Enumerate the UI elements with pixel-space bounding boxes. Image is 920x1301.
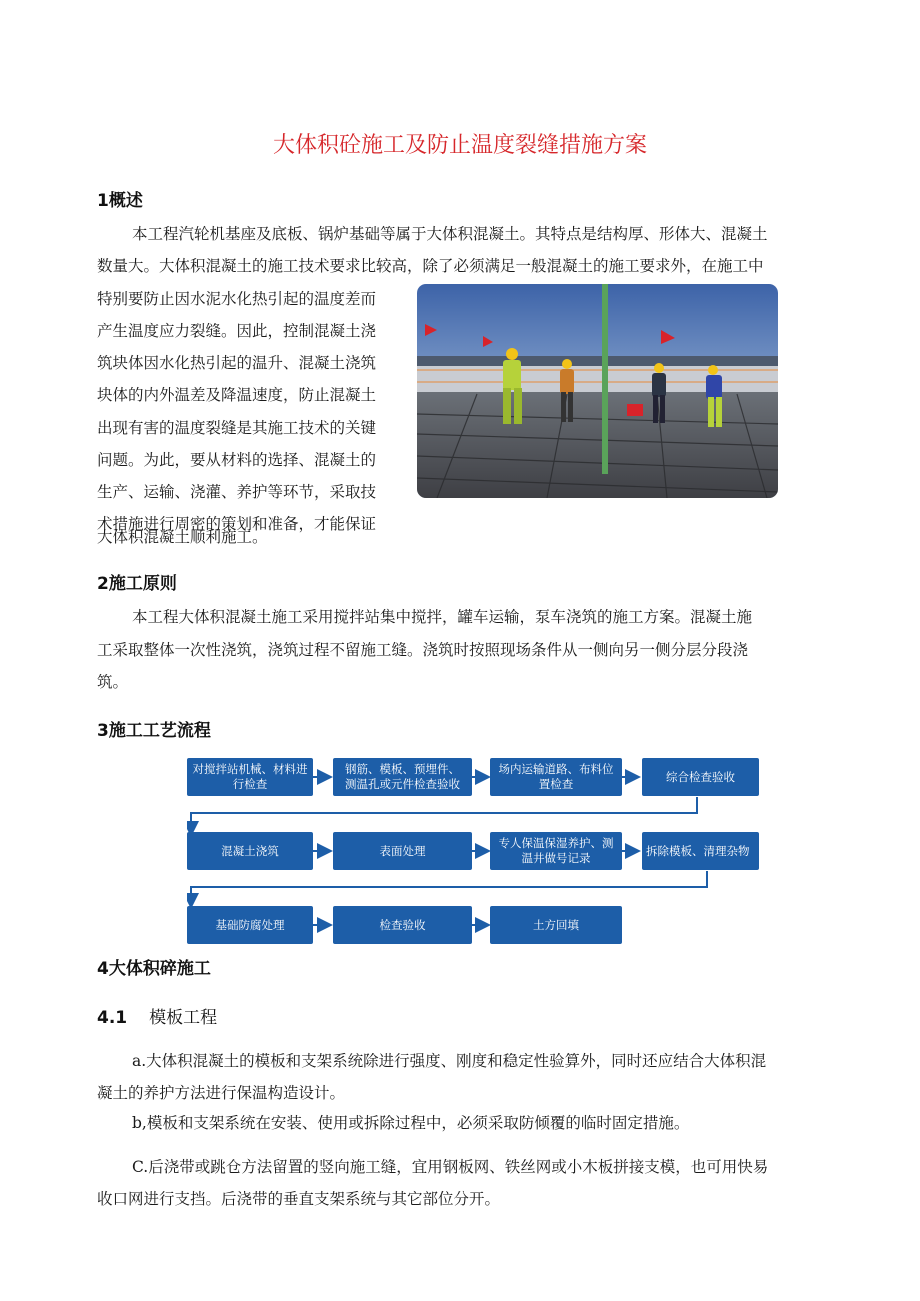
para-line: 问题。为此，要从材料的选择、混凝土的	[97, 451, 377, 469]
subsection-title: 模板工程	[149, 1008, 218, 1028]
para-line: 产生温度应力裂缝。因此，控制混凝土浇	[97, 322, 377, 340]
item-line: 收口网进行支挡。后浇带的垂直支架系统与其它部位分开。	[97, 1190, 501, 1208]
para-line: 生产、运输、浇灌、养护等环节，采取技	[97, 483, 377, 501]
para-line: 大体积混凝土顺利施工。	[97, 528, 268, 546]
section-heading-3: 3施工工艺流程	[97, 721, 211, 741]
flow-step: 钢筋、模板、预埋件、 测温孔或元件检查验收	[333, 758, 472, 796]
flow-step: 基础防腐处理	[187, 906, 313, 944]
process-flowchart	[187, 755, 759, 945]
construction-photo	[417, 284, 778, 498]
para-line: 数量大。大体积混凝土的施工技术要求比较高，除了必须满足一般混凝土的施工要求外，在施工中	[97, 257, 764, 275]
section-heading-1: 1概述	[97, 191, 143, 211]
section-heading-2: 2施工原则	[97, 574, 177, 594]
para-line: 块体的内外温差及降温速度，防止混凝土	[97, 386, 377, 404]
para-line: 术措施进行周密的策划和准备，才能保证	[97, 515, 377, 533]
item-line: 凝土的养护方法进行保温构造设计。	[97, 1084, 346, 1102]
para-line: 出现有害的温度裂缝是其施工技术的关键	[97, 419, 377, 437]
flow-step: 专人保温保湿养护、测 温井做号记录	[490, 832, 622, 870]
para-line: 筑。	[97, 673, 129, 691]
flow-step: 场内运输道路、布料位 置检查	[490, 758, 622, 796]
document-title: 大体积砼施工及防止温度裂缝措施方案	[272, 133, 647, 158]
flow-step: 混凝土浇筑	[187, 832, 313, 870]
para-line: 本工程大体积混凝土施工采用搅拌站集中搅拌，罐车运输，泵车浇筑的施工方案。混凝土施	[132, 608, 753, 626]
para-line: 本工程汽轮机基座及底板、锅炉基础等属于大体积混凝土。其特点是结构厚、形体大、混凝土	[132, 225, 768, 243]
flow-step: 表面处理	[333, 832, 472, 870]
para-line: 筑块体因水化热引起的温升、混凝土浇筑	[97, 354, 377, 372]
item-line: C.后浇带或跳仓方法留置的竖向施工缝，宜用钢板网、铁丝网或小木板拼接支模，也可用快易	[132, 1158, 769, 1176]
section-heading-4: 4大体积碎施工	[97, 959, 211, 979]
flow-step: 拆除模板、清理杂物	[642, 832, 759, 870]
item-line: a.大体积混凝土的模板和支架系统除进行强度、刚度和稳定性验算外，同时还应结合大体积混	[132, 1052, 767, 1070]
subsection-heading-4-1	[97, 1003, 217, 1028]
flow-step: 土方回填	[490, 906, 622, 944]
flow-step: 检查验收	[333, 906, 472, 944]
item-line: b,模板和支架系统在安装、使用或拆除过程中，必须采取防倾覆的临时固定措施。	[132, 1114, 690, 1132]
para-line: 特别要防止因水泥水化热引起的温度差而	[97, 290, 377, 308]
flow-step: 综合检查验收	[642, 758, 759, 796]
para-line: 工采取整体一次性浇筑，浇筑过程不留施工缝。浇筑时按照现场条件从一侧向另一侧分层分段浇	[97, 641, 749, 659]
flow-step: 对搅拌站机械、材料进 行检查	[187, 758, 313, 796]
subsection-number: 4.1	[97, 1008, 128, 1028]
